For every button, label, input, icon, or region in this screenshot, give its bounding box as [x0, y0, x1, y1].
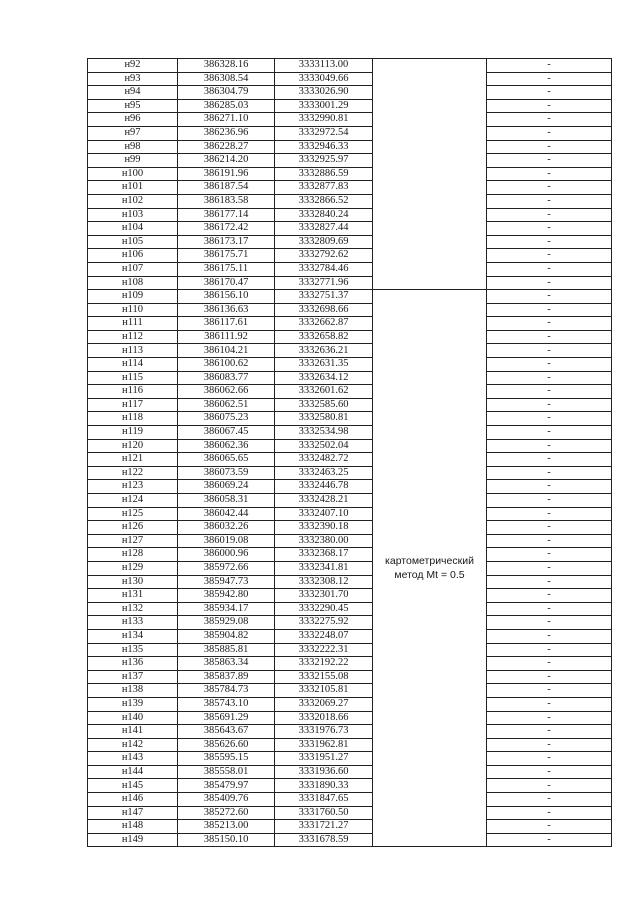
x-coordinate-cell: 385643.67 [178, 725, 275, 739]
dash-cell: - [487, 561, 612, 575]
dash-cell: - [487, 249, 612, 263]
x-coordinate-cell: 385743.10 [178, 697, 275, 711]
point-name-cell: н129 [88, 561, 178, 575]
point-name-cell: н110 [88, 303, 178, 317]
point-name-cell: н132 [88, 602, 178, 616]
point-name-cell: н145 [88, 779, 178, 793]
x-coordinate-cell: 386032.26 [178, 521, 275, 535]
y-coordinate-cell: 3332636.21 [275, 344, 373, 358]
table-row [88, 684, 612, 698]
x-coordinate-cell: 386175.71 [178, 249, 275, 263]
dash-cell: - [487, 534, 612, 548]
y-coordinate-cell: 3332018.66 [275, 711, 373, 725]
point-name-cell: н121 [88, 453, 178, 467]
table-row [88, 303, 612, 317]
y-coordinate-cell: 3332368.17 [275, 548, 373, 562]
y-coordinate-cell: 3333001.29 [275, 99, 373, 113]
x-coordinate-cell: 386156.10 [178, 290, 275, 304]
dash-cell: - [487, 752, 612, 766]
point-name-cell: н93 [88, 72, 178, 86]
y-coordinate-cell: 3332222.31 [275, 643, 373, 657]
table-row [88, 725, 612, 739]
point-name-cell: н137 [88, 670, 178, 684]
x-coordinate-cell: 386183.58 [178, 194, 275, 208]
y-coordinate-cell: 3331890.33 [275, 779, 373, 793]
x-coordinate-cell: 386170.47 [178, 276, 275, 290]
table-row [88, 697, 612, 711]
point-name-cell: н97 [88, 126, 178, 140]
point-name-cell: н146 [88, 793, 178, 807]
table-row [88, 99, 612, 113]
y-coordinate-cell: 3332585.60 [275, 398, 373, 412]
point-name-cell: н100 [88, 167, 178, 181]
table-row [88, 589, 612, 603]
point-name-cell: н123 [88, 480, 178, 494]
y-coordinate-cell: 3332580.81 [275, 412, 373, 426]
point-name-cell: н124 [88, 494, 178, 508]
table-row [88, 494, 612, 508]
y-coordinate-cell: 3332877.83 [275, 181, 373, 195]
y-coordinate-cell: 3332407.10 [275, 507, 373, 521]
table-row [88, 72, 612, 86]
x-coordinate-cell: 386175.11 [178, 262, 275, 276]
y-coordinate-cell: 3331678.59 [275, 833, 373, 847]
table-row [88, 59, 612, 73]
x-coordinate-cell: 386117.61 [178, 317, 275, 331]
point-name-cell: н139 [88, 697, 178, 711]
y-coordinate-cell: 3332308.12 [275, 575, 373, 589]
table-row [88, 113, 612, 127]
dash-cell: - [487, 793, 612, 807]
x-coordinate-cell: 386177.14 [178, 208, 275, 222]
x-coordinate-cell: 386285.03 [178, 99, 275, 113]
table-row [88, 548, 612, 562]
x-coordinate-cell: 386058.31 [178, 494, 275, 508]
x-coordinate-cell: 386062.51 [178, 398, 275, 412]
x-coordinate-cell: 385595.15 [178, 752, 275, 766]
table-row [88, 358, 612, 372]
table-row [88, 779, 612, 793]
y-coordinate-cell: 3332601.62 [275, 385, 373, 399]
dash-cell: - [487, 303, 612, 317]
coordinates-table [87, 58, 612, 847]
x-coordinate-cell: 386271.10 [178, 113, 275, 127]
x-coordinate-cell: 386000.96 [178, 548, 275, 562]
y-coordinate-cell: 3332502.04 [275, 439, 373, 453]
table-row [88, 262, 612, 276]
point-name-cell: н149 [88, 833, 178, 847]
x-coordinate-cell: 386111.92 [178, 330, 275, 344]
x-coordinate-cell: 386073.59 [178, 466, 275, 480]
table-row [88, 806, 612, 820]
point-name-cell: н108 [88, 276, 178, 290]
dash-cell: - [487, 99, 612, 113]
y-coordinate-cell: 3332925.97 [275, 154, 373, 168]
point-name-cell: н104 [88, 222, 178, 236]
point-name-cell: н128 [88, 548, 178, 562]
x-coordinate-cell: 386075.23 [178, 412, 275, 426]
dash-cell: - [487, 765, 612, 779]
x-coordinate-cell: 386172.42 [178, 222, 275, 236]
y-coordinate-cell: 3332192.22 [275, 657, 373, 671]
table-row [88, 534, 612, 548]
point-name-cell: н135 [88, 643, 178, 657]
table-row [88, 426, 612, 440]
x-coordinate-cell: 386067.45 [178, 426, 275, 440]
dash-cell: - [487, 697, 612, 711]
point-name-cell: н101 [88, 181, 178, 195]
x-coordinate-cell: 386136.63 [178, 303, 275, 317]
table-row [88, 208, 612, 222]
dash-cell: - [487, 629, 612, 643]
x-coordinate-cell: 386214.20 [178, 154, 275, 168]
x-coordinate-cell: 385150.10 [178, 833, 275, 847]
dash-cell: - [487, 222, 612, 236]
dash-cell: - [487, 181, 612, 195]
table-row [88, 793, 612, 807]
point-name-cell: н99 [88, 154, 178, 168]
table-row [88, 249, 612, 263]
x-coordinate-cell: 385272.60 [178, 806, 275, 820]
y-coordinate-cell: 3332069.27 [275, 697, 373, 711]
table-row [88, 629, 612, 643]
x-coordinate-cell: 385213.00 [178, 820, 275, 834]
y-coordinate-cell: 3332248.07 [275, 629, 373, 643]
table-row [88, 276, 612, 290]
table-row [88, 330, 612, 344]
dash-cell: - [487, 113, 612, 127]
dash-cell: - [487, 670, 612, 684]
x-coordinate-cell: 385784.73 [178, 684, 275, 698]
dash-cell: - [487, 507, 612, 521]
table-row [88, 575, 612, 589]
point-name-cell: н134 [88, 629, 178, 643]
point-name-cell: н126 [88, 521, 178, 535]
table-row [88, 344, 612, 358]
y-coordinate-cell: 3332698.66 [275, 303, 373, 317]
y-coordinate-cell: 3333113.00 [275, 59, 373, 73]
y-coordinate-cell: 3332290.45 [275, 602, 373, 616]
y-coordinate-cell: 3332658.82 [275, 330, 373, 344]
x-coordinate-cell: 385837.89 [178, 670, 275, 684]
point-name-cell: н148 [88, 820, 178, 834]
x-coordinate-cell: 386308.54 [178, 72, 275, 86]
x-coordinate-cell: 386187.54 [178, 181, 275, 195]
point-name-cell: н109 [88, 290, 178, 304]
table-row [88, 643, 612, 657]
dash-cell: - [487, 589, 612, 603]
point-name-cell: н141 [88, 725, 178, 739]
y-coordinate-cell: 3332463.25 [275, 466, 373, 480]
dash-cell: - [487, 806, 612, 820]
y-coordinate-cell: 3332784.46 [275, 262, 373, 276]
x-coordinate-cell: 385972.66 [178, 561, 275, 575]
y-coordinate-cell: 3331951.27 [275, 752, 373, 766]
table-row [88, 439, 612, 453]
coordinates-table-body [88, 59, 612, 847]
x-coordinate-cell: 385691.29 [178, 711, 275, 725]
x-coordinate-cell: 385479.97 [178, 779, 275, 793]
x-coordinate-cell: 385409.76 [178, 793, 275, 807]
dash-cell: - [487, 480, 612, 494]
x-coordinate-cell: 386228.27 [178, 140, 275, 154]
dash-cell: - [487, 290, 612, 304]
table-row [88, 290, 612, 304]
y-coordinate-cell: 3332886.59 [275, 167, 373, 181]
dash-cell: - [487, 738, 612, 752]
dash-cell: - [487, 344, 612, 358]
y-coordinate-cell: 3331936.60 [275, 765, 373, 779]
dash-cell: - [487, 208, 612, 222]
table-row [88, 602, 612, 616]
x-coordinate-cell: 385934.17 [178, 602, 275, 616]
y-coordinate-cell: 3332428.21 [275, 494, 373, 508]
y-coordinate-cell: 3332866.52 [275, 194, 373, 208]
table-row [88, 833, 612, 847]
y-coordinate-cell: 3332446.78 [275, 480, 373, 494]
y-coordinate-cell: 3332771.96 [275, 276, 373, 290]
dash-cell: - [487, 548, 612, 562]
table-row [88, 765, 612, 779]
x-coordinate-cell: 386042.44 [178, 507, 275, 521]
table-row [88, 657, 612, 671]
x-coordinate-cell: 385942.80 [178, 589, 275, 603]
y-coordinate-cell: 3331962.81 [275, 738, 373, 752]
point-name-cell: н118 [88, 412, 178, 426]
table-row [88, 398, 612, 412]
dash-cell: - [487, 72, 612, 86]
dash-cell: - [487, 657, 612, 671]
y-coordinate-cell: 3332631.35 [275, 358, 373, 372]
x-coordinate-cell: 386304.79 [178, 86, 275, 100]
point-name-cell: н119 [88, 426, 178, 440]
y-coordinate-cell: 3332634.12 [275, 371, 373, 385]
dash-cell: - [487, 140, 612, 154]
dash-cell: - [487, 711, 612, 725]
y-coordinate-cell: 3332341.81 [275, 561, 373, 575]
y-coordinate-cell: 3332105.81 [275, 684, 373, 698]
x-coordinate-cell: 385947.73 [178, 575, 275, 589]
dash-cell: - [487, 398, 612, 412]
x-coordinate-cell: 386083.77 [178, 371, 275, 385]
table-row [88, 521, 612, 535]
point-name-cell: н106 [88, 249, 178, 263]
y-coordinate-cell: 3332390.18 [275, 521, 373, 535]
x-coordinate-cell: 385863.34 [178, 657, 275, 671]
y-coordinate-cell: 3332990.81 [275, 113, 373, 127]
point-name-cell: н143 [88, 752, 178, 766]
point-name-cell: н115 [88, 371, 178, 385]
point-name-cell: н107 [88, 262, 178, 276]
dash-cell: - [487, 426, 612, 440]
dash-cell: - [487, 602, 612, 616]
dash-cell: - [487, 820, 612, 834]
y-coordinate-cell: 3332840.24 [275, 208, 373, 222]
table-row [88, 466, 612, 480]
y-coordinate-cell: 3332380.00 [275, 534, 373, 548]
table-row [88, 412, 612, 426]
table-row [88, 385, 612, 399]
x-coordinate-cell: 386104.21 [178, 344, 275, 358]
point-name-cell: н136 [88, 657, 178, 671]
dash-cell: - [487, 779, 612, 793]
table-row [88, 140, 612, 154]
x-coordinate-cell: 385885.81 [178, 643, 275, 657]
y-coordinate-cell: 3332534.98 [275, 426, 373, 440]
table-row [88, 711, 612, 725]
point-name-cell: н144 [88, 765, 178, 779]
method-cell-group-1 [373, 59, 487, 290]
dash-cell: - [487, 59, 612, 73]
x-coordinate-cell: 386062.66 [178, 385, 275, 399]
dash-cell: - [487, 833, 612, 847]
table-row [88, 752, 612, 766]
point-name-cell: н125 [88, 507, 178, 521]
dash-cell: - [487, 358, 612, 372]
point-name-cell: н113 [88, 344, 178, 358]
y-coordinate-cell: 3332792.62 [275, 249, 373, 263]
table-row [88, 167, 612, 181]
x-coordinate-cell: 385904.82 [178, 629, 275, 643]
table-row [88, 86, 612, 100]
x-coordinate-cell: 386065.65 [178, 453, 275, 467]
table-row [88, 194, 612, 208]
dash-cell: - [487, 643, 612, 657]
x-coordinate-cell: 386062.36 [178, 439, 275, 453]
table-row [88, 738, 612, 752]
dash-cell: - [487, 262, 612, 276]
y-coordinate-cell: 3332972.54 [275, 126, 373, 140]
point-name-cell: н127 [88, 534, 178, 548]
point-name-cell: н147 [88, 806, 178, 820]
y-coordinate-cell: 3332301.70 [275, 589, 373, 603]
y-coordinate-cell: 3333026.90 [275, 86, 373, 100]
table-row [88, 480, 612, 494]
x-coordinate-cell: 386173.17 [178, 235, 275, 249]
point-name-cell: н112 [88, 330, 178, 344]
method-cell-group-2: картометрический метод Mt = 0.5 [373, 290, 487, 847]
x-coordinate-cell: 386328.16 [178, 59, 275, 73]
table-row [88, 181, 612, 195]
point-name-cell: н131 [88, 589, 178, 603]
y-coordinate-cell: 3332155.08 [275, 670, 373, 684]
table-row [88, 222, 612, 236]
table-row [88, 670, 612, 684]
dash-cell: - [487, 385, 612, 399]
x-coordinate-cell: 386100.62 [178, 358, 275, 372]
point-name-cell: н122 [88, 466, 178, 480]
point-name-cell: н111 [88, 317, 178, 331]
dash-cell: - [487, 616, 612, 630]
y-coordinate-cell: 3331847.65 [275, 793, 373, 807]
table-row [88, 371, 612, 385]
x-coordinate-cell: 385626.60 [178, 738, 275, 752]
dash-cell: - [487, 453, 612, 467]
dash-cell: - [487, 684, 612, 698]
dash-cell: - [487, 521, 612, 535]
point-name-cell: н120 [88, 439, 178, 453]
point-name-cell: н130 [88, 575, 178, 589]
point-name-cell: н114 [88, 358, 178, 372]
dash-cell: - [487, 276, 612, 290]
y-coordinate-cell: 3332751.37 [275, 290, 373, 304]
dash-cell: - [487, 154, 612, 168]
x-coordinate-cell: 386019.08 [178, 534, 275, 548]
x-coordinate-cell: 386236.96 [178, 126, 275, 140]
y-coordinate-cell: 3331976.73 [275, 725, 373, 739]
dash-cell: - [487, 167, 612, 181]
table-row [88, 453, 612, 467]
y-coordinate-cell: 3332275.92 [275, 616, 373, 630]
dash-cell: - [487, 126, 612, 140]
point-name-cell: н95 [88, 99, 178, 113]
table-row [88, 235, 612, 249]
dash-cell: - [487, 439, 612, 453]
point-name-cell: н98 [88, 140, 178, 154]
point-name-cell: н105 [88, 235, 178, 249]
x-coordinate-cell: 385929.08 [178, 616, 275, 630]
dash-cell: - [487, 371, 612, 385]
table-row [88, 820, 612, 834]
point-name-cell: н94 [88, 86, 178, 100]
y-coordinate-cell: 3332827.44 [275, 222, 373, 236]
point-name-cell: н96 [88, 113, 178, 127]
dash-cell: - [487, 235, 612, 249]
y-coordinate-cell: 3333049.66 [275, 72, 373, 86]
point-name-cell: н116 [88, 385, 178, 399]
x-coordinate-cell: 386191.96 [178, 167, 275, 181]
y-coordinate-cell: 3332946.33 [275, 140, 373, 154]
point-name-cell: н102 [88, 194, 178, 208]
dash-cell: - [487, 494, 612, 508]
table-row [88, 616, 612, 630]
dash-cell: - [487, 330, 612, 344]
y-coordinate-cell: 3331721.27 [275, 820, 373, 834]
dash-cell: - [487, 466, 612, 480]
table-row [88, 561, 612, 575]
table-row [88, 507, 612, 521]
y-coordinate-cell: 3331760.50 [275, 806, 373, 820]
point-name-cell: н133 [88, 616, 178, 630]
y-coordinate-cell: 3332809.69 [275, 235, 373, 249]
table-row [88, 126, 612, 140]
dash-cell: - [487, 725, 612, 739]
point-name-cell: н103 [88, 208, 178, 222]
x-coordinate-cell: 385558.01 [178, 765, 275, 779]
dash-cell: - [487, 317, 612, 331]
y-coordinate-cell: 3332482.72 [275, 453, 373, 467]
point-name-cell: н92 [88, 59, 178, 73]
point-name-cell: н140 [88, 711, 178, 725]
point-name-cell: н138 [88, 684, 178, 698]
table-row [88, 154, 612, 168]
dash-cell: - [487, 412, 612, 426]
x-coordinate-cell: 386069.24 [178, 480, 275, 494]
y-coordinate-cell: 3332662.87 [275, 317, 373, 331]
dash-cell: - [487, 194, 612, 208]
dash-cell: - [487, 575, 612, 589]
point-name-cell: н117 [88, 398, 178, 412]
point-name-cell: н142 [88, 738, 178, 752]
table-row [88, 317, 612, 331]
dash-cell: - [487, 86, 612, 100]
